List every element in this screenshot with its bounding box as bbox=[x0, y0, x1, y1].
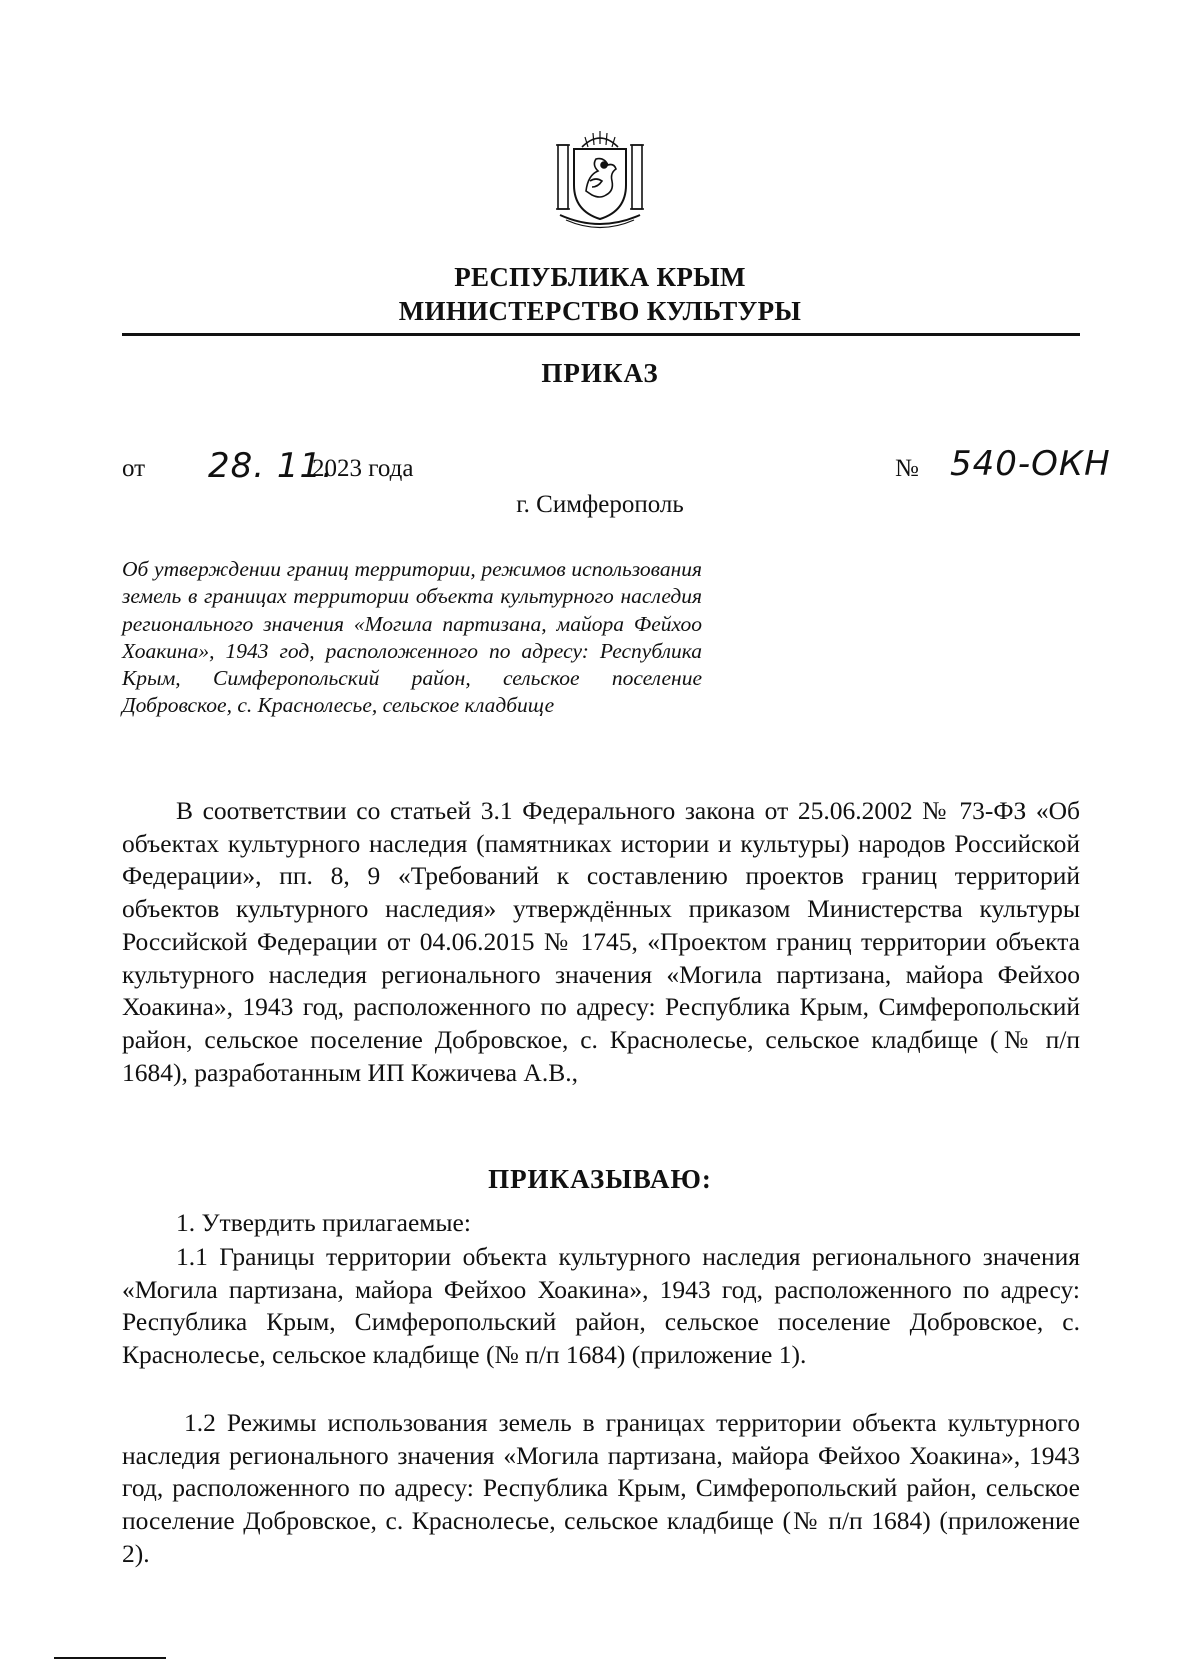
item-1-2: 1.2 Режимы использования земель в границах территории объекта культурного наследия регионального значения «Могила партизана, майора Фейхоо Хоакина», 1943 год, расположенного по адресу: Республика Крым, Симферопольский район, сельское поселение Добровское, с. Краснолесье, сельское кладбище (№ п/п 1684) (приложение 2). bbox=[122, 1408, 1080, 1568]
item-1-1: 1.1 Границы территории объекта культурного наследия регионального значения «Могила партизана, майора Фейхоо Хоакина», 1943 год, расположенного по адресу: Республика Крым, Симферопольский район, сельское поселение Добровское, с. Краснолесье, сельское кладбище (№ п/п 1684) (приложение 1). bbox=[122, 1242, 1080, 1370]
coat-of-arms-emblem bbox=[552, 125, 648, 231]
ministry-heading: МИНИСТЕРСТВО КУЛЬТУРЫ bbox=[398, 296, 802, 326]
number-sign: № bbox=[895, 455, 919, 482]
footnote-rule bbox=[54, 1657, 166, 1659]
date-year: 2023 года bbox=[312, 455, 414, 482]
preamble-paragraph: В соответствии со статьей 3.1 Федерального закона от 25.06.2002 № 73-ФЗ «Об объектах культурного наследия (памятниках истории и культуры) народов Российской Федерации», пп. 8, 9 «Требований к составлению проектов границ территорий объектов культурного наследия» утверждённых приказом Министерства культуры Российской Федерации от 04.06.2015 № 1745, «Проектом границ территории объекта культурного наследия регионального значения «Могила партизана, майора Фейхоо Хоакина», 1943 год, расположенного по адресу: Республика Крым, Симферопольский район, сельское поселение Добровское, с. Краснолесье, сельское кладбище (№ п/п 1684), разработанным ИП Кожичева А.В., bbox=[122, 796, 1080, 1087]
item-1: 1. Утвердить прилагаемые: bbox=[176, 1208, 471, 1237]
republic-heading: РЕСПУБЛИКА КРЫМ bbox=[454, 262, 746, 292]
header-divider bbox=[122, 333, 1080, 336]
handwritten-date: 28. 11. bbox=[208, 446, 334, 486]
handwritten-order-number: 540-ОКН bbox=[950, 444, 1111, 484]
date-prefix: от bbox=[122, 455, 146, 482]
city-line: г. Симферополь bbox=[516, 491, 684, 518]
order-subject: Об утверждении границ территории, режимов использования земель в границах территории объекта культурного наследия регионального значения «Могила партизана, майора Фейхоо Хоакина», 1943 год, расположенного по адресу: Республика Крым, Симферопольский район, сельское поселение Добровское, с. Краснолесье, сельское кладбище bbox=[122, 557, 702, 718]
document-type-title: ПРИКАЗ bbox=[541, 358, 659, 388]
decree-heading: ПРИКАЗЫВАЮ: bbox=[488, 1164, 712, 1194]
